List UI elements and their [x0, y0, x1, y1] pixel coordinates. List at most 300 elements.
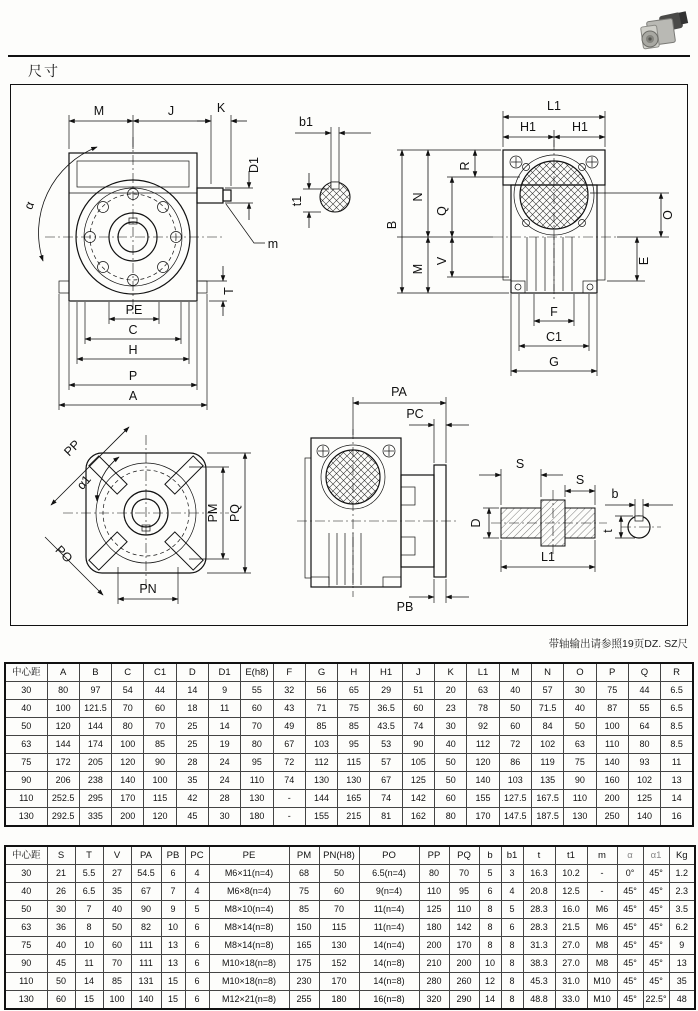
- dim-label-N: N: [411, 192, 425, 202]
- table-cell: 45°: [643, 937, 669, 955]
- column-header: F: [273, 663, 305, 682]
- table-cell: 50: [47, 973, 75, 991]
- table-row: [5, 718, 693, 736]
- table-cell: 63: [467, 682, 499, 700]
- table-cell: 140: [596, 754, 628, 772]
- table-cell: 255: [289, 991, 319, 1010]
- dim-label-V: V: [435, 256, 449, 266]
- table-row: [5, 808, 693, 827]
- table-cell: 16.3: [523, 865, 555, 883]
- table-cell: 180: [319, 991, 359, 1010]
- flange-view: [45, 427, 251, 604]
- table-cell: 45°: [643, 955, 669, 973]
- dim-label-PA: PA: [391, 385, 407, 399]
- table-cell: 115: [144, 790, 176, 808]
- table-cell: 144: [79, 718, 111, 736]
- table-row: [5, 754, 693, 772]
- table-cell: 205: [79, 754, 111, 772]
- table-cell: 11: [661, 754, 693, 772]
- dim-label-PB: PB: [396, 600, 414, 614]
- table-cell: 14(n=8): [359, 973, 419, 991]
- table-cell: 3: [501, 865, 523, 883]
- table-cell: 80: [628, 736, 660, 754]
- table-cell: 74: [402, 718, 434, 736]
- dim-label-R: R: [458, 161, 472, 171]
- dim-label-PP: PP: [61, 437, 84, 460]
- table-cell: 80: [435, 808, 467, 827]
- table-cell: 140: [467, 772, 499, 790]
- table-cell: 111: [131, 937, 161, 955]
- table-cell: 85: [103, 973, 131, 991]
- table-cell: 6: [185, 955, 209, 973]
- table-cell: 48: [669, 991, 695, 1010]
- table-cell: 8.5: [661, 736, 693, 754]
- column-header: b: [479, 846, 501, 865]
- column-header: O: [564, 663, 596, 682]
- table-cell: 75: [338, 700, 370, 718]
- table-cell: 100: [47, 700, 79, 718]
- table-cell: 35: [103, 883, 131, 901]
- table-cell: 105: [402, 754, 434, 772]
- table-cell: 30: [564, 682, 596, 700]
- table-cell: 152: [319, 955, 359, 973]
- table-row: [5, 883, 695, 901]
- table-cell: 13: [161, 937, 185, 955]
- table-row: [5, 700, 693, 718]
- table-cell: 93: [628, 754, 660, 772]
- table-cell: 6: [161, 865, 185, 883]
- table-cell: 90: [131, 901, 161, 919]
- table-cell: -: [587, 865, 617, 883]
- table-cell: 90: [402, 736, 434, 754]
- table-cell: 110: [419, 883, 449, 901]
- table-cell: 85: [289, 901, 319, 919]
- side-view: [385, 99, 675, 376]
- table-cell: 180: [241, 808, 273, 827]
- table-cell: 6: [185, 937, 209, 955]
- dim-label-J: J: [167, 104, 175, 118]
- column-header: D1: [208, 663, 240, 682]
- table-cell: 170: [112, 790, 144, 808]
- table-cell: 30: [5, 865, 47, 883]
- table-row: [5, 790, 693, 808]
- table-cell: 45°: [643, 901, 669, 919]
- table-cell: 6: [185, 991, 209, 1010]
- table-cell: 167.5: [531, 790, 563, 808]
- dim-label-PC: PC: [406, 407, 424, 421]
- table-cell: 8: [479, 919, 501, 937]
- table-cell: 160: [596, 772, 628, 790]
- table-cell: 4: [185, 883, 209, 901]
- table-cell: 130: [241, 790, 273, 808]
- table-cell: 165: [338, 790, 370, 808]
- table-cell: M10×18(n=8): [209, 955, 289, 973]
- dim-label-m: m: [267, 237, 279, 251]
- table-cell: 140: [112, 772, 144, 790]
- table-cell: 70: [112, 700, 144, 718]
- header-rule: [8, 55, 690, 57]
- column-header: R: [661, 663, 693, 682]
- column-header: PQ: [449, 846, 479, 865]
- table-cell: 44: [144, 682, 176, 700]
- table-cell: 31.0: [555, 973, 587, 991]
- table-cell: 140: [628, 808, 660, 827]
- table-cell: 14: [208, 718, 240, 736]
- table-cell: 57: [370, 754, 402, 772]
- table-cell: 27.0: [555, 955, 587, 973]
- dim-label-Q: Q: [435, 206, 449, 216]
- table-cell: 63: [5, 736, 47, 754]
- table-cell: M12×21(n=8): [209, 991, 289, 1010]
- table-cell: 75: [289, 883, 319, 901]
- table-cell: 110: [596, 736, 628, 754]
- table-cell: 20.8: [523, 883, 555, 901]
- table-cell: 28.3: [523, 919, 555, 937]
- column-header: A: [47, 663, 79, 682]
- table-cell: M8: [587, 955, 617, 973]
- table-cell: 27.0: [555, 937, 587, 955]
- table-cell: 72: [499, 736, 531, 754]
- table-cell: 112: [305, 754, 337, 772]
- table-cell: M10: [587, 973, 617, 991]
- table-cell: 80: [112, 718, 144, 736]
- table-cell: 110: [5, 973, 47, 991]
- table-cell: 85: [338, 718, 370, 736]
- table-cell: 162: [402, 808, 434, 827]
- table-cell: 82: [131, 919, 161, 937]
- table-cell: 11: [75, 955, 103, 973]
- table-cell: 8: [479, 937, 501, 955]
- table-cell: 200: [112, 808, 144, 827]
- table-cell: 155: [305, 808, 337, 827]
- table-cell: 200: [449, 955, 479, 973]
- table-cell: 100: [144, 772, 176, 790]
- table-cell: 81: [370, 808, 402, 827]
- table-cell: 130: [338, 772, 370, 790]
- table-cell: 90: [5, 955, 47, 973]
- table-cell: 51: [402, 682, 434, 700]
- table-cell: 13: [161, 955, 185, 973]
- column-header: t: [523, 846, 555, 865]
- table-cell: 130: [305, 772, 337, 790]
- table-cell: 68: [289, 865, 319, 883]
- table-cell: 9: [208, 682, 240, 700]
- table-cell: M8×14(n=8): [209, 919, 289, 937]
- table-cell: 40: [103, 901, 131, 919]
- table-cell: 147.5: [499, 808, 531, 827]
- table-cell: 2.3: [669, 883, 695, 901]
- column-header: PN(H8): [319, 846, 359, 865]
- table-cell: 10.2: [555, 865, 587, 883]
- table-cell: 70: [103, 955, 131, 973]
- column-header: C: [112, 663, 144, 682]
- table-cell: 43.5: [370, 718, 402, 736]
- table-cell: 8: [501, 973, 523, 991]
- table-cell: M6×11(n=4): [209, 865, 289, 883]
- table-cell: 60: [241, 700, 273, 718]
- table-cell: 6: [185, 973, 209, 991]
- table-cell: 111: [131, 955, 161, 973]
- table-cell: 120: [144, 808, 176, 827]
- output-side-view: [297, 385, 469, 614]
- table-cell: 60: [144, 700, 176, 718]
- dim-label-L1-shaft: L1: [541, 550, 555, 564]
- column-header: N: [531, 663, 563, 682]
- table-cell: 18: [176, 700, 208, 718]
- column-header: PA: [131, 846, 161, 865]
- column-header: L1: [467, 663, 499, 682]
- table-cell: 45: [176, 808, 208, 827]
- table-cell: 180: [419, 919, 449, 937]
- table-cell: 290: [449, 991, 479, 1010]
- table-cell: 230: [289, 973, 319, 991]
- table-cell: 210: [419, 955, 449, 973]
- table-cell: 60: [319, 883, 359, 901]
- dim-label-C1: C1: [546, 330, 562, 344]
- table-cell: 102: [531, 736, 563, 754]
- table-cell: 35: [176, 772, 208, 790]
- dim-label-L1: L1: [547, 99, 561, 113]
- dim-label-M: M: [93, 104, 105, 118]
- table-cell: 45°: [617, 883, 643, 901]
- dim-label-D: D: [469, 518, 483, 528]
- table-cell: 14(n=4): [359, 937, 419, 955]
- table-cell: 43: [273, 700, 305, 718]
- table-cell: 42: [176, 790, 208, 808]
- column-header: G: [305, 663, 337, 682]
- dim-label-t1: t1: [290, 195, 304, 207]
- table-cell: 170: [467, 808, 499, 827]
- table-cell: 75: [596, 682, 628, 700]
- table-cell: 45°: [643, 883, 669, 901]
- table-cell: 187.5: [531, 808, 563, 827]
- table-cell: 112: [467, 736, 499, 754]
- table-cell: 25: [176, 736, 208, 754]
- table-cell: 80: [241, 736, 273, 754]
- table-cell: 85: [305, 718, 337, 736]
- table-row: [5, 937, 695, 955]
- table-cell: M8×14(n=8): [209, 937, 289, 955]
- dim-label-H1-right: H1: [572, 120, 588, 134]
- table-cell: 9: [669, 937, 695, 955]
- table-cell: 127.5: [499, 790, 531, 808]
- table-cell: 6: [501, 919, 523, 937]
- table-cell: 55: [628, 700, 660, 718]
- table-cell: 335: [79, 808, 111, 827]
- table-cell: M8×10(n=4): [209, 901, 289, 919]
- table-cell: 21.5: [555, 919, 587, 937]
- table-cell: 110: [241, 772, 273, 790]
- table-cell: 45°: [617, 937, 643, 955]
- table-cell: 120: [467, 754, 499, 772]
- table-cell: 67: [131, 883, 161, 901]
- table-cell: 87: [596, 700, 628, 718]
- table-cell: 100: [596, 718, 628, 736]
- dim-label-b1: b1: [299, 115, 313, 129]
- table-cell: 6.5: [661, 700, 693, 718]
- table-cell: 6.2: [669, 919, 695, 937]
- dim-label-T: T: [222, 287, 236, 295]
- reference-note: 带轴输出请参照19页DZ. SZ尺: [548, 638, 688, 650]
- table-cell: 95: [449, 883, 479, 901]
- table-cell: 24: [208, 754, 240, 772]
- table-row: [5, 901, 695, 919]
- table-cell: 50: [499, 700, 531, 718]
- table-cell: 97: [79, 682, 111, 700]
- table-cell: 50: [103, 919, 131, 937]
- table-cell: 29: [370, 682, 402, 700]
- table-cell: 8: [479, 901, 501, 919]
- table-cell: 130: [5, 991, 47, 1010]
- table-cell: 15: [161, 973, 185, 991]
- table-cell: 40: [435, 736, 467, 754]
- table-cell: -: [587, 883, 617, 901]
- table-cell: 90: [5, 772, 47, 790]
- table-cell: 22.5°: [643, 991, 669, 1010]
- table-cell: M6: [587, 901, 617, 919]
- table-cell: 110: [5, 790, 47, 808]
- column-header: PB: [161, 846, 185, 865]
- table-cell: 125: [419, 901, 449, 919]
- table-cell: 295: [79, 790, 111, 808]
- table-row: [5, 919, 695, 937]
- table-cell: 70: [144, 718, 176, 736]
- table-cell: 45°: [643, 919, 669, 937]
- table-cell: 45°: [643, 865, 669, 883]
- table-cell: 10: [479, 955, 501, 973]
- table-cell: 11(n=4): [359, 919, 419, 937]
- dim-label-S1: S: [515, 457, 525, 471]
- table-cell: 155: [467, 790, 499, 808]
- table-cell: 50: [435, 772, 467, 790]
- table-cell: 50: [5, 718, 47, 736]
- table-cell: 33.0: [555, 991, 587, 1010]
- dim-label-E: E: [637, 256, 651, 266]
- column-header: PC: [185, 846, 209, 865]
- table-cell: 55: [241, 682, 273, 700]
- table-cell: 130: [564, 808, 596, 827]
- column-header: 中心距: [5, 663, 47, 682]
- table-cell: 19: [208, 736, 240, 754]
- table-cell: 165: [289, 937, 319, 955]
- table-cell: 5: [501, 901, 523, 919]
- table-cell: 131: [131, 973, 161, 991]
- column-header: b1: [501, 846, 523, 865]
- column-header: Kg: [669, 846, 695, 865]
- table-cell: 110: [449, 901, 479, 919]
- table-cell: 45: [47, 955, 75, 973]
- table-cell: 142: [449, 919, 479, 937]
- table-cell: 60: [435, 790, 467, 808]
- table-cell: 130: [5, 808, 47, 827]
- column-header: H1: [370, 663, 402, 682]
- table-cell: 49: [273, 718, 305, 736]
- table-cell: 54.5: [131, 865, 161, 883]
- table-cell: 14: [176, 682, 208, 700]
- table-cell: 10: [75, 937, 103, 955]
- table-cell: 24: [208, 772, 240, 790]
- table-cell: 90: [144, 754, 176, 772]
- table-cell: 14(n=8): [359, 955, 419, 973]
- table-cell: 27: [103, 865, 131, 883]
- dim-label-F: F: [550, 305, 558, 319]
- table-cell: 30: [208, 808, 240, 827]
- table-cell: 23: [435, 700, 467, 718]
- table-cell: 50: [5, 901, 47, 919]
- table-cell: 70: [319, 901, 359, 919]
- table-cell: 21: [47, 865, 75, 883]
- table-cell: 53: [370, 736, 402, 754]
- table-cell: 144: [47, 736, 79, 754]
- table-cell: 121.5: [79, 700, 111, 718]
- column-header: 中心距: [5, 846, 47, 865]
- table-cell: 215: [338, 808, 370, 827]
- table-cell: 64: [628, 718, 660, 736]
- dim-label-C: C: [128, 323, 138, 337]
- table-cell: M10: [587, 991, 617, 1010]
- front-view: [21, 101, 278, 410]
- column-header: B: [79, 663, 111, 682]
- table-cell: 32: [273, 682, 305, 700]
- dimension-table-2: [4, 845, 696, 1010]
- table-cell: 9: [161, 901, 185, 919]
- table-cell: 13: [661, 772, 693, 790]
- table-cell: 4: [501, 883, 523, 901]
- dimension-drawing: [11, 85, 687, 625]
- dim-label-PQ: PQ: [228, 503, 242, 523]
- table-cell: 6.5: [75, 883, 103, 901]
- table-cell: 238: [79, 772, 111, 790]
- table-cell: 200: [596, 790, 628, 808]
- table-cell: 11: [208, 700, 240, 718]
- column-header: T: [75, 846, 103, 865]
- column-header: t1: [555, 846, 587, 865]
- table-cell: 119: [531, 754, 563, 772]
- column-header: V: [103, 846, 131, 865]
- table-cell: 280: [419, 973, 449, 991]
- table-cell: 57: [531, 682, 563, 700]
- table-cell: 44: [628, 682, 660, 700]
- table-cell: 250: [596, 808, 628, 827]
- table-cell: 63: [564, 736, 596, 754]
- table-cell: 1.2: [669, 865, 695, 883]
- table-cell: 8: [501, 955, 523, 973]
- table-cell: 85: [144, 736, 176, 754]
- table-cell: 40: [5, 700, 47, 718]
- table-cell: M6×8(n=4): [209, 883, 289, 901]
- table-cell: 74: [273, 772, 305, 790]
- table-cell: 74: [370, 790, 402, 808]
- table-cell: 60: [47, 991, 75, 1010]
- table-cell: 90: [564, 772, 596, 790]
- table-cell: 50: [435, 754, 467, 772]
- table-cell: 16(n=8): [359, 991, 419, 1010]
- column-header: D: [176, 663, 208, 682]
- table-row: [5, 955, 695, 973]
- table-cell: 45°: [643, 973, 669, 991]
- table-row: [5, 682, 693, 700]
- table-cell: 36: [47, 919, 75, 937]
- table-cell: 11(n=4): [359, 901, 419, 919]
- output-keyway-detail: [601, 487, 673, 538]
- table-cell: 103: [499, 772, 531, 790]
- table-cell: 320: [419, 991, 449, 1010]
- table-cell: 5: [479, 865, 501, 883]
- table-cell: M8: [587, 937, 617, 955]
- table-cell: 135: [531, 772, 563, 790]
- table-cell: 172: [47, 754, 79, 772]
- table-cell: 7: [161, 883, 185, 901]
